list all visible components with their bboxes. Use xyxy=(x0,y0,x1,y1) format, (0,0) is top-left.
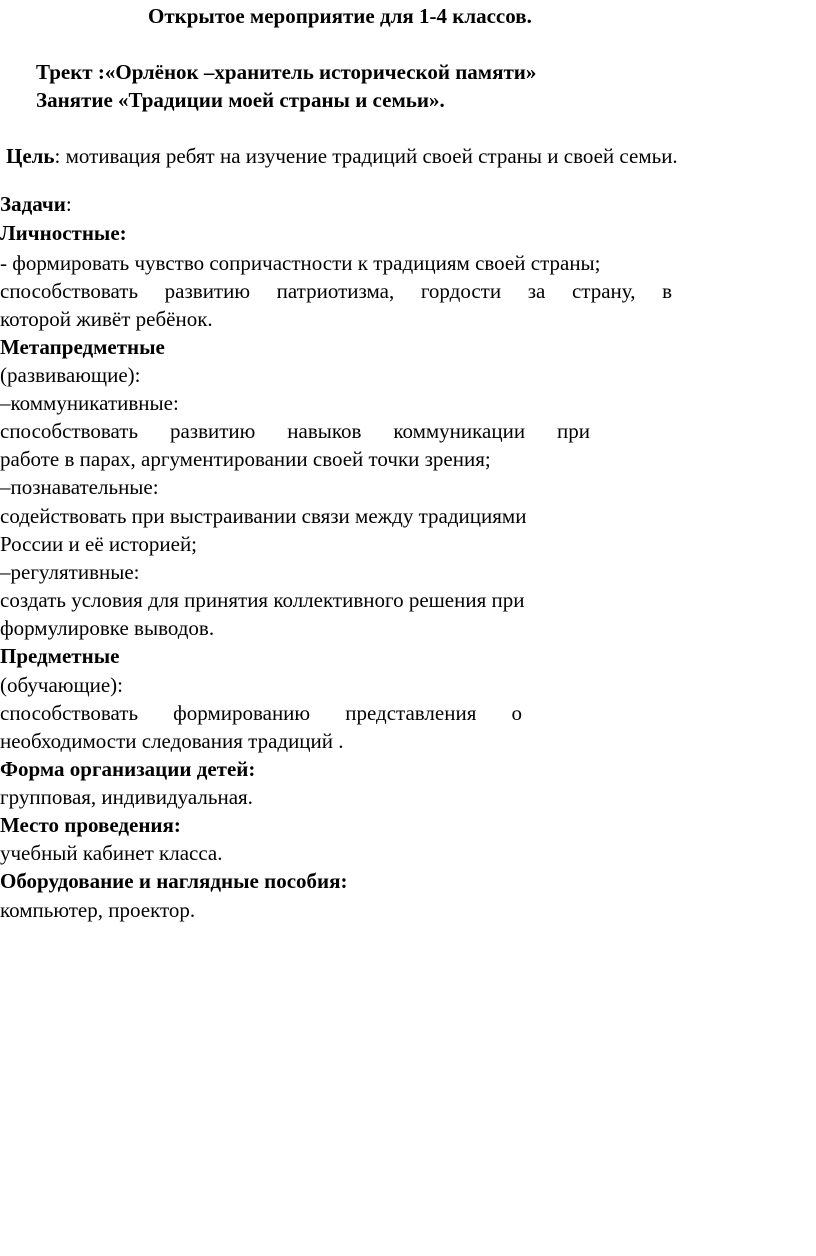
organization-text: групповая, индивидуальная. xyxy=(0,785,253,809)
regulatory-line-1: создать условия для принятия коллективного решения при xyxy=(0,588,525,612)
subject-line-1: способствовать формированию представления о xyxy=(0,701,522,725)
venue-text: учебный кабинет класса. xyxy=(0,841,223,865)
subject-subheading: (обучающие): xyxy=(0,673,124,697)
tasks-heading xyxy=(0,190,72,218)
communicative-line-2: работе в парах, аргументировании своей точки зрения; xyxy=(0,447,491,471)
tasks-colon: : xyxy=(65,192,72,216)
lesson-title: Занятие «Традиции моей страны и семьи». xyxy=(36,88,445,112)
subject-heading: Предметные xyxy=(0,644,120,668)
organization-heading: Форма организации детей: xyxy=(0,757,256,781)
page-title: Открытое мероприятие для 1-4 классов. xyxy=(148,4,532,28)
regulatory-label: –регулятивные: xyxy=(0,560,140,584)
track-title: Трект :«Орлёнок –хранитель исторической памяти» xyxy=(36,60,537,84)
goal-label: Цель xyxy=(6,144,55,168)
equipment-text: компьютер, проектор. xyxy=(0,898,196,922)
venue-heading: Место проведения: xyxy=(0,813,181,837)
personal-line-1: - формировать чувство сопричастности к традициям своей страны; xyxy=(0,251,601,275)
personal-line-2: способствовать развитию патриотизма, гордости за страну, в xyxy=(0,279,672,303)
goal-text: : мотивация ребят на изучение традиций своей страны и своей семьи. xyxy=(54,144,678,168)
cognitive-label: –познавательные: xyxy=(0,475,159,499)
cognitive-line-2: России и её историей; xyxy=(0,532,198,556)
regulatory-line-2: формулировке выводов. xyxy=(0,616,215,640)
communicative-line-1: способствовать развитию навыков коммуникации при xyxy=(0,419,590,443)
subject-line-2: необходимости следования традиций . xyxy=(0,729,344,753)
personal-heading: Личностные: xyxy=(0,221,127,245)
communicative-label: –коммуникативные: xyxy=(0,391,179,415)
tasks-label: Задачи xyxy=(0,192,66,216)
personal-line-3: которой живёт ребёнок. xyxy=(0,307,213,331)
meta-subheading: (развивающие): xyxy=(0,363,141,387)
cognitive-line-1: содействовать при выстраивании связи между традициями xyxy=(0,504,527,528)
equipment-heading: Оборудование и наглядные пособия: xyxy=(0,869,348,893)
meta-heading: Метапредметные xyxy=(0,335,165,359)
goal-line xyxy=(6,142,678,170)
